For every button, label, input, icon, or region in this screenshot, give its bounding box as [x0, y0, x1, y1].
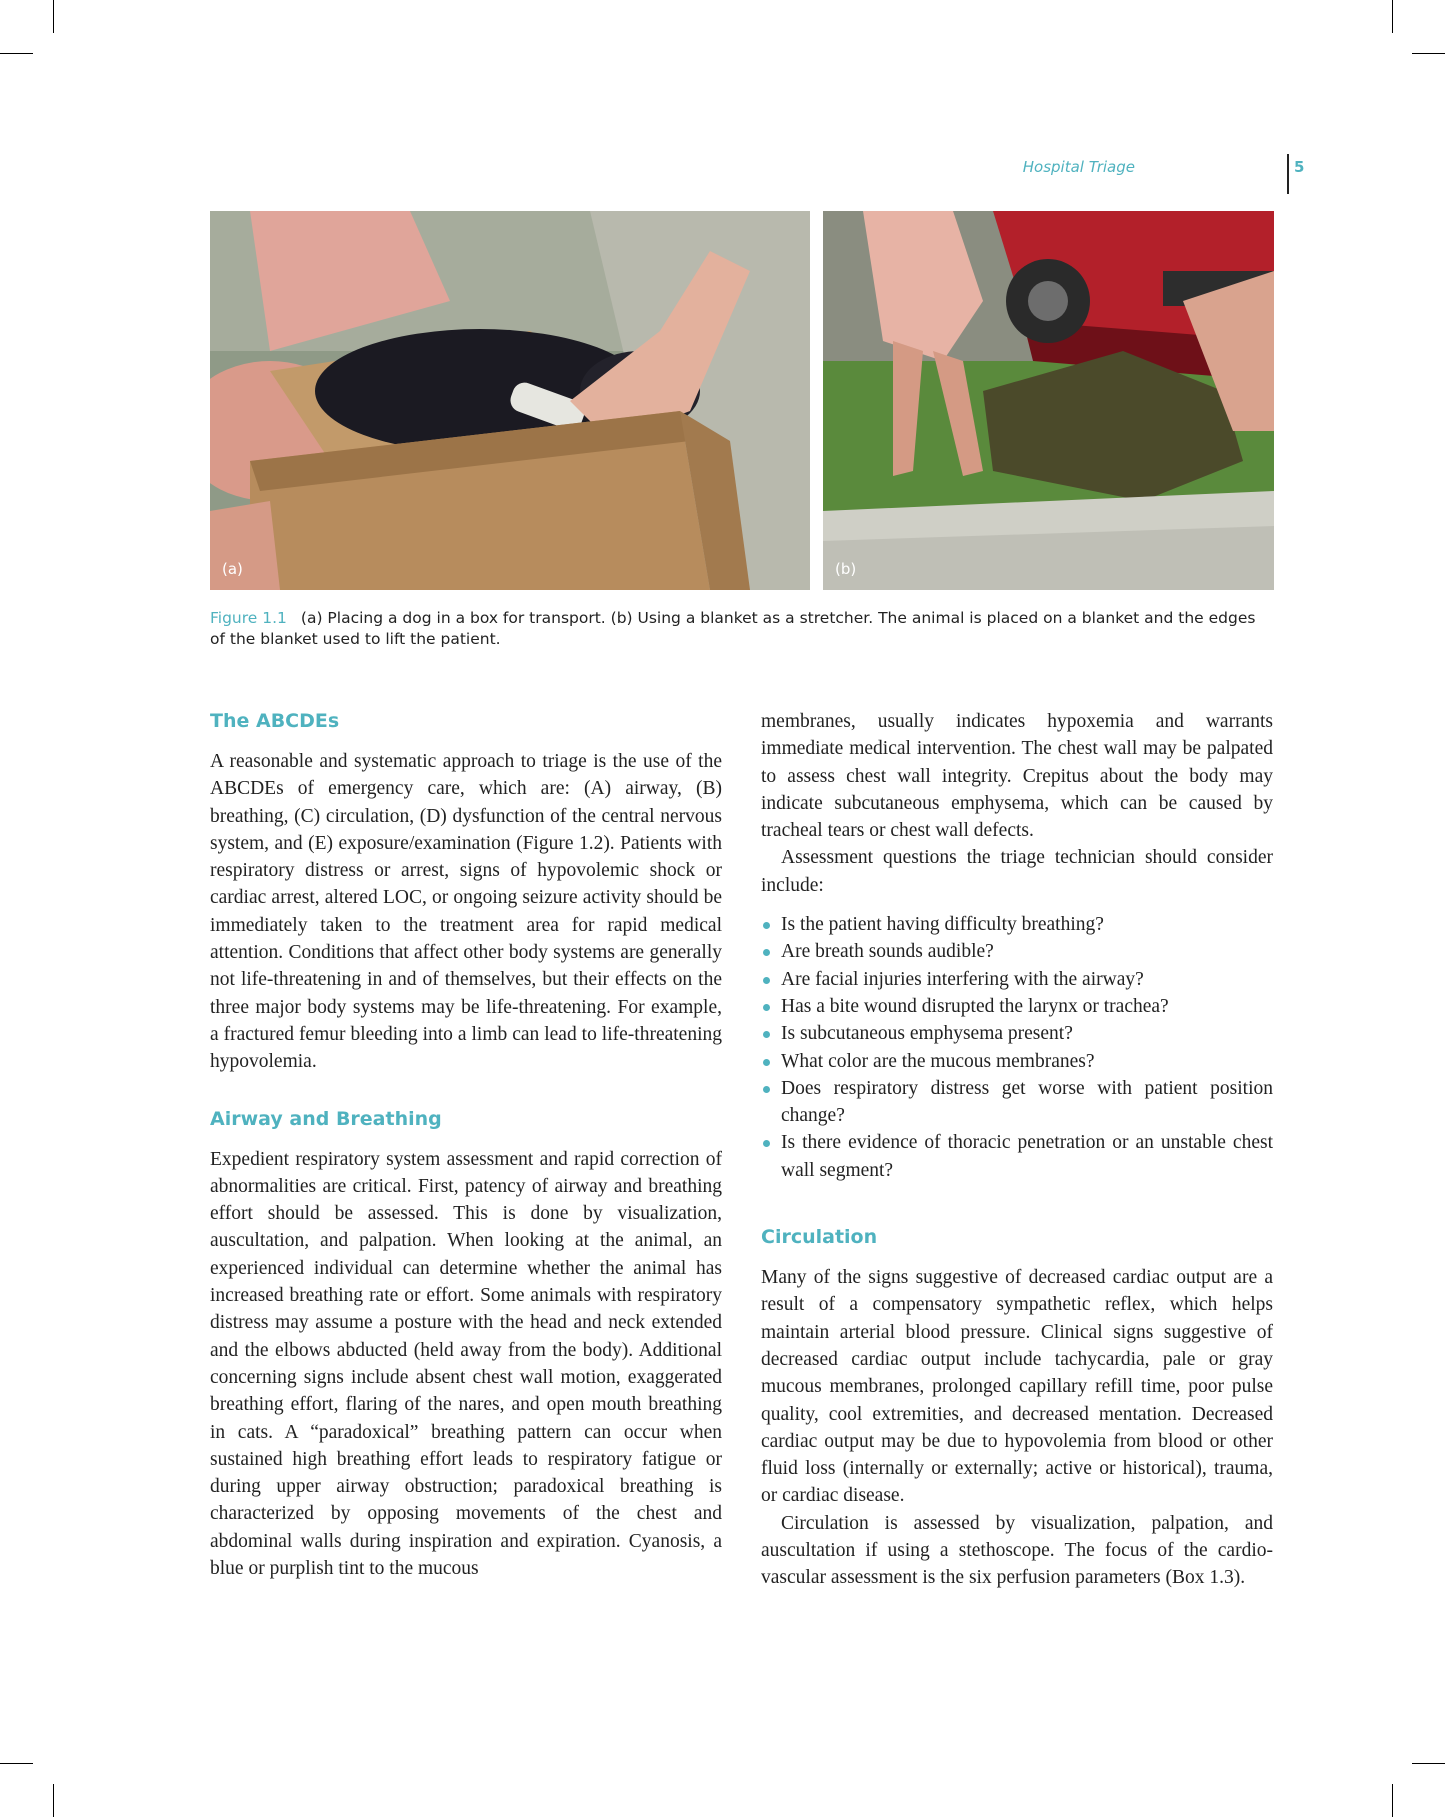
- figure-caption-text: (a) Placing a dog in a box for transport. (b) Using a blanket as a stretcher. The animal is placed on a blanket and the edges of the blanket used to lift the patient.: [210, 609, 1256, 648]
- page-number: 5: [1294, 158, 1305, 176]
- abcdes-paragraph: A reasonable and systematic approach to triage is the use of the ABCDEs of emergency care, which are: (A) airway, (B) breathing, (C) circulation, (D) dysfunction of the central nervous system, and (E) exposure/examination (Figure 1.2). Patients with respiratory distress or arrest, signs of hypovolemic shock or cardiac arrest, altered LOC, or ongoing seizure activity should be immediately taken to the treatment area for rapid medical attention. Conditions that affect other body systems are generally not life-threatening in and of themselves, but their effects on the three major body systems may be life-threatening. For example, a fractured femur bleeding into a limb can lead to life-threatening hypovolemia.: [210, 751, 722, 1073]
- running-title: Hospital Triage: [1022, 158, 1135, 176]
- crop-mark: [1412, 1763, 1445, 1764]
- airway-paragraph: Expedient respiratory system assessment and rapid correction of abnormalities are critical. First, patency of airway and breathing effort should be assessed. This is done by visualization, auscultation, and palpation. When looking at the animal, an experienced individual can determine whether the animal has increased breathing rate or effort. Some animals with respiratory distress may assume a posture with the head and neck extended and the elbows abducted (held away from the body). Additional concerning signs include absent chest wall motion, exaggerated breathing effort, flaring of the nares, and open mouth breathing in cats. A “paradoxical” breathing pattern can occur when sustained high breathing effort leads to respiratory fatigue or during upper airway obstruction; paradoxical breathing is characterized by opposing movements of the chest and abdominal walls during inspiration and expiration. Cyanosis, a blue or purplish tint to the mucous: [210, 1148, 722, 1580]
- panel-label-b: (b): [835, 560, 857, 578]
- figure-number: Figure 1.1: [210, 609, 287, 627]
- list-item: Are breath sounds audible?: [761, 938, 1273, 965]
- respiratory-continued-paragraph: membranes, usually indicates hypoxemia and warrants immediate medical intervention. The chest wall may be palpated to assess chest wall integrity. Crepitus about the body may indicate subcutaneous emphysema, which can be caused by tracheal tears or chest wall defects.: [761, 711, 1273, 842]
- section-heading-circulation: Circulation: [761, 1226, 878, 1249]
- figure-photo-a: [210, 211, 810, 590]
- list-item: Does respiratory distress get worse with patient position change?: [761, 1075, 1273, 1130]
- crop-mark: [1392, 1784, 1393, 1817]
- photo-blanket-stretcher: [823, 211, 1274, 590]
- crop-mark: [0, 53, 33, 54]
- figure-photo-b: [823, 211, 1274, 590]
- crop-mark: [1392, 0, 1393, 33]
- list-item: What color are the mucous membranes?: [761, 1048, 1273, 1075]
- header-divider: [1287, 154, 1289, 194]
- circulation-paragraph-1: Many of the signs suggestive of decreased cardiac output are a result of a compensatory sympathetic reflex, which helps maintain arterial blood pressure. Clinical signs suggestive of decreased cardiac output include tachycardia, pale or gray mucous membranes, prolonged capillary refill time, poor pulse quality, cool extremities, and decreased mentation. Decreased cardiac output may be due to hypovolemia from blood or other fluid loss (internally or externally; active or historical), trauma, or cardiac disease.: [761, 1267, 1273, 1507]
- list-item: Are facial injuries interfering with the airway?: [761, 966, 1273, 993]
- figure-caption: [210, 608, 1274, 650]
- list-item: Is subcutaneous emphysema present?: [761, 1020, 1273, 1047]
- left-column: [210, 708, 722, 1582]
- list-item: Is the patient having difficulty breathing?: [761, 911, 1273, 938]
- list-item: Is there evidence of thoracic penetration or an unstable chest wall segment?: [761, 1129, 1273, 1184]
- section-heading-abcdes: The ABCDEs: [210, 710, 340, 732]
- photo-dog-in-box: [210, 211, 810, 590]
- crop-mark: [0, 1763, 33, 1764]
- crop-mark: [1412, 53, 1445, 54]
- questions-intro: Assessment questions the triage technician should consider include:: [761, 847, 1273, 896]
- list-item: Has a bite wound disrupted the larynx or trachea?: [761, 993, 1273, 1020]
- right-column: [761, 708, 1273, 1592]
- assessment-questions-list: [761, 911, 1273, 1184]
- circulation-paragraph-2: Circulation is assessed by visualization, palpation, and auscultation if using a stethoscope. The focus of the cardiovascular assessment is the six perfusion parameters (Box 1.3).: [761, 1512, 1273, 1589]
- crop-mark: [53, 0, 54, 33]
- panel-label-a: (a): [222, 560, 243, 578]
- crop-mark: [53, 1784, 54, 1817]
- section-heading-airway-breathing: Airway and Breathing: [210, 1107, 442, 1130]
